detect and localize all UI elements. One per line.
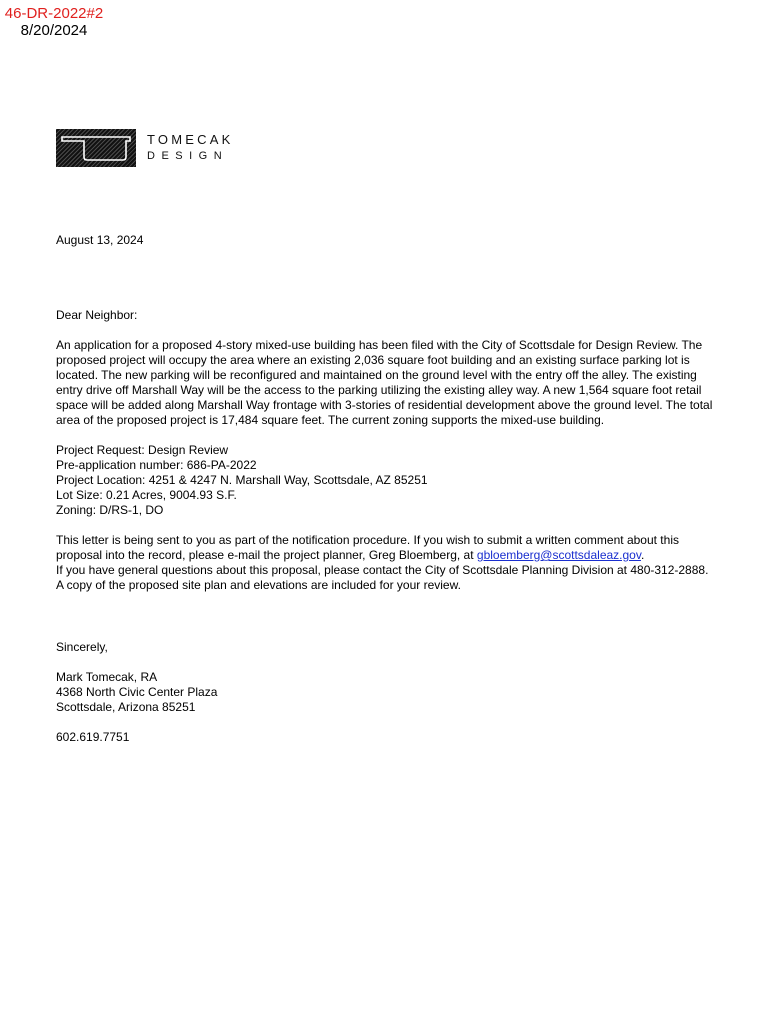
request-type: Project Request: Design Review [56, 443, 229, 457]
stamp-date: 8/20/2024 [20, 22, 88, 39]
planner-email-link[interactable]: gbloemberg@scottsdaleaz.gov [476, 548, 641, 562]
logo-subname: DESIGN [147, 150, 229, 162]
zoning: Zoning: D/RS-1, DO [56, 503, 164, 517]
signer-phone: 602.619.7751 [56, 730, 130, 744]
signature-block [56, 670, 716, 715]
paragraph-notification [56, 533, 716, 563]
lot-size: Lot Size: 0.21 Acres, 9004.93 S.F. [56, 488, 237, 502]
company-logo [56, 129, 233, 167]
signer-address-street: 4368 North Civic Center Plaza [56, 685, 218, 699]
paragraph-project-description: An application for a proposed 4-story mixed-use building has been filed with the City of Scottsdale for Design Review. The proposed project will occupy the area where an existing 2,036 square foot building and an existing surface parking lot is located. The new parking will be reconfigured and maintained on the ground level with the entry off the alley. The existing entry drive off Marshall Way will be the access to the parking utilizing the existing alley way. A new 1,564 square foot retail space will be added along Marshall Way frontage with 3-stories of residential development above the ground level. The total area of the proposed project is 17,484 square feet. The current zoning supports the mixed-use building. [56, 338, 713, 427]
logo-mark-icon [56, 129, 136, 167]
letter-date: August 13, 2024 [56, 233, 144, 247]
project-location: Project Location: 4251 & 4247 N. Marshall Way, Scottsdale, AZ 85251 [56, 473, 428, 487]
signer-address-city: Scottsdale, Arizona 85251 [56, 700, 196, 714]
logo-name: TOMECAK [147, 132, 234, 147]
paragraph-contact: If you have general questions about this proposal, please contact the City of Scottsdale Planning Division at 480-312-2888. A copy of the proposed site plan and elevations are included for your review. [56, 563, 709, 592]
greeting: Dear Neighbor: [56, 308, 138, 322]
signer-name: Mark Tomecak, RA [56, 670, 158, 684]
closing: Sincerely, [56, 640, 108, 654]
notification-end: . [640, 548, 645, 562]
pre-application-number: Pre-application number: 686-PA-2022 [56, 458, 257, 472]
case-stamp [0, 5, 108, 39]
letter-body [56, 233, 716, 745]
case-number: 46-DR-2022#2 [4, 5, 104, 22]
project-request-details [56, 443, 716, 518]
notification-text: This letter is being sent to you as part of the notification procedure. If you wish to submit a written comment about this proposal into the record, please e-mail the project planner, Greg Bloemberg, at [56, 533, 679, 562]
